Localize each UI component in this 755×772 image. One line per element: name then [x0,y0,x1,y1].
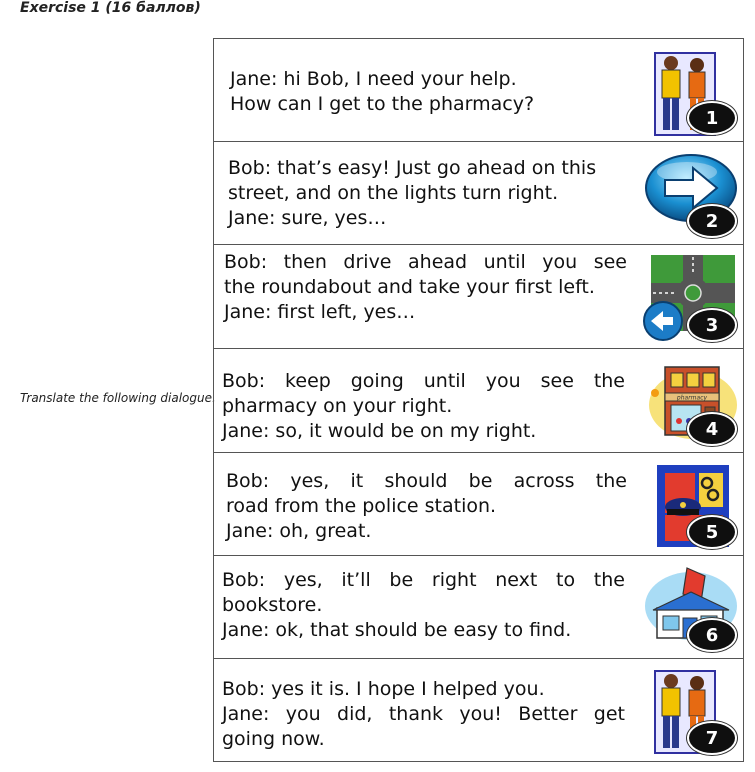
panel-line: Jane: ok, that should be easy to find. [222,619,572,641]
panel-line: How can I get to the pharmacy? [230,93,535,115]
step-number-badge: 1 [687,101,737,135]
panel-text [230,67,630,117]
dialogue-panel-4 [214,349,743,453]
panel-line: bookstore. [222,594,323,616]
panel-text [228,156,628,231]
panel-line: Bob: that’s easy! Just go ahead on this [228,157,597,179]
panel-line: Jane: you did, thank you! Better get [222,703,625,725]
panel-line: Jane: sure, yes… [228,207,387,229]
dialogue-table [213,38,744,762]
dialogue-panel-2 [214,142,743,245]
panel-line: Bob: keep going until you see the [222,370,625,392]
panel-line: Bob: then drive ahead until you see [224,251,627,273]
instruction-text: Translate the following dialogue. [20,391,216,405]
step-number-badge: 2 [687,204,737,238]
dialogue-panel-6 [214,556,743,659]
panel-text [222,677,625,752]
step-number-badge: 6 [687,618,737,652]
exercise-title: Exercise 1 (16 баллов) [20,0,201,16]
panel-text [224,250,627,325]
panel-line: Jane: hi Bob, I need your help. [230,68,517,90]
panel-line: Jane: oh, great. [226,520,372,542]
panel-text [226,469,627,544]
panel-text [222,568,625,643]
panel-line: going now. [222,728,325,750]
panel-line: Bob: yes, it’ll be right next to the [222,569,625,591]
step-number-badge: 7 [687,721,737,755]
panel-text [222,369,625,444]
panel-line: the roundabout and take your first left. [224,276,595,298]
panel-line: street, and on the lights turn right. [228,182,559,204]
dialogue-panel-1 [214,39,743,142]
step-number-badge: 3 [687,308,737,342]
pharmacy-sign-text: pharmacy [676,394,708,402]
panel-line: pharmacy on your right. [222,395,453,417]
step-number-badge: 5 [687,515,737,549]
panel-line: Jane: first left, yes… [224,301,416,323]
step-number-badge: 4 [687,412,737,446]
dialogue-panel-7 [214,659,743,761]
panel-line: road from the police station. [226,495,497,517]
panel-line: Bob: yes it is. I hope I helped you. [222,678,545,700]
panel-line: Bob: yes, it should be across the [226,470,627,492]
panel-line: Jane: so, it would be on my right. [222,420,537,442]
dialogue-panel-5 [214,453,743,556]
dialogue-panel-3 [214,245,743,349]
